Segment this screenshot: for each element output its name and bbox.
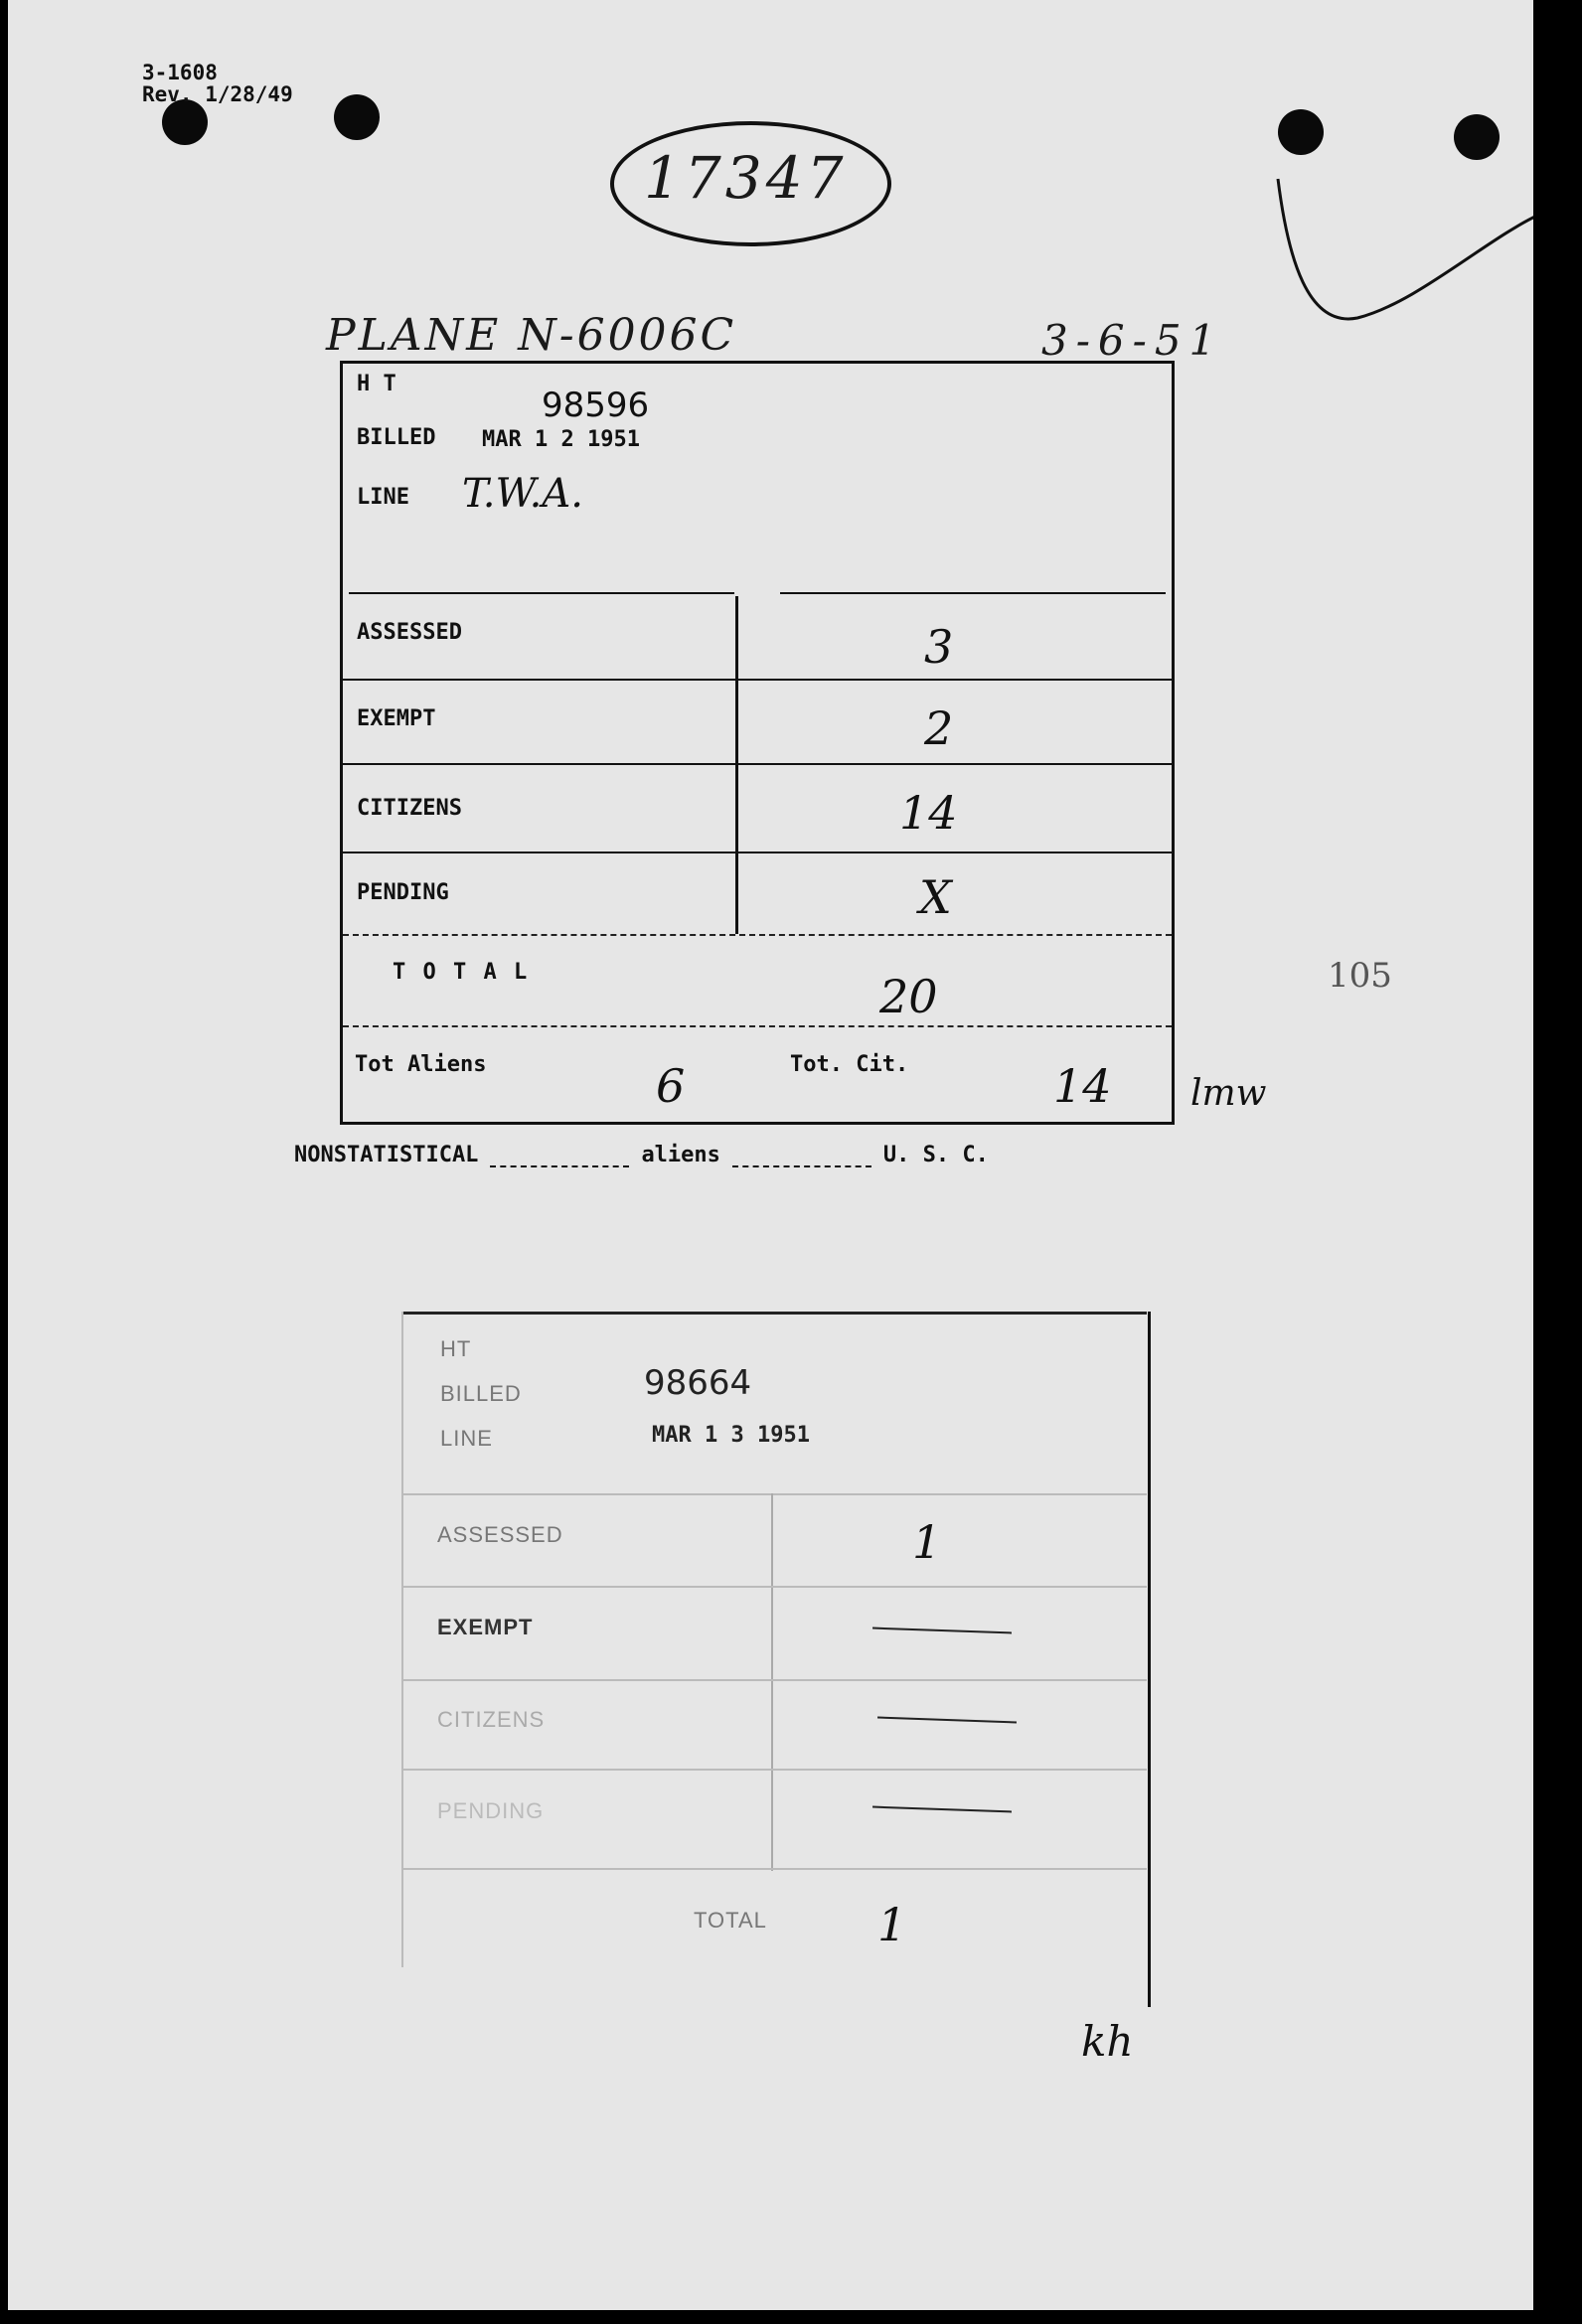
divider	[401, 1586, 1147, 1588]
assessed-label: ASSESSED	[357, 620, 462, 645]
billed-date: MAR 1 3 1951	[652, 1423, 810, 1448]
total-citizens-label: Tot. Cit.	[790, 1052, 909, 1077]
divider	[343, 852, 1172, 853]
line-label: LINE	[440, 1426, 493, 1451]
divider	[343, 763, 1172, 765]
nonstatistical-blank	[490, 1165, 629, 1167]
total-citizens-value: 14	[1053, 1059, 1112, 1113]
top-border	[401, 1312, 1147, 1315]
citizens-label: CITIZENS	[357, 796, 462, 821]
nonstatistical-line	[294, 1143, 989, 1167]
exempt-label: EXEMPT	[357, 706, 436, 731]
assessed-value: 1	[912, 1515, 942, 1569]
citizens-dash	[877, 1717, 1017, 1724]
total-value: 20	[879, 970, 938, 1023]
manifest-form-1	[340, 361, 1175, 1125]
divider	[343, 1025, 1172, 1027]
margin-number: 105	[1328, 956, 1392, 996]
file-number: 17347	[644, 144, 848, 212]
form-code-revision: Rev. 1/28/49	[142, 82, 293, 106]
citizens-value: 14	[899, 786, 958, 840]
divider	[343, 934, 1172, 936]
ht-label: HT	[440, 1336, 472, 1361]
plane-id: PLANE N-6006C	[326, 310, 737, 361]
divider	[343, 679, 1172, 681]
punch-hole-left-2	[334, 94, 380, 140]
column-divider	[771, 1493, 773, 1871]
initials-1: lmw	[1190, 1073, 1267, 1114]
form-code	[142, 62, 293, 105]
usc-blank	[732, 1165, 871, 1167]
column-divider	[735, 596, 738, 934]
divider	[401, 1769, 1147, 1771]
total-aliens-label: Tot Aliens	[355, 1052, 487, 1077]
flight-date: 3-6-51	[1041, 316, 1224, 365]
exempt-label: EXEMPT	[437, 1615, 534, 1639]
divider	[401, 1679, 1147, 1681]
citizens-label: CITIZENS	[437, 1707, 546, 1732]
divider	[780, 592, 1166, 594]
billed-date: MAR 1 2 1951	[482, 427, 640, 452]
line-value: T.W.A.	[462, 471, 583, 517]
total-aliens-value: 6	[656, 1059, 686, 1113]
exempt-value: 2	[924, 701, 954, 755]
check-mark-icon	[1268, 149, 1533, 368]
initials-2: kh	[1081, 2017, 1134, 2066]
divider	[401, 1868, 1147, 1870]
divider	[401, 1493, 1147, 1495]
divider	[349, 592, 734, 594]
total-value: 1	[877, 1898, 907, 1951]
pending-value: X	[919, 870, 952, 924]
form-code-number: 3-1608	[142, 61, 218, 84]
usc-label: U. S. C.	[882, 1143, 989, 1167]
ht-label: H T	[357, 372, 396, 396]
assessed-value: 3	[924, 620, 954, 674]
right-border	[1148, 1312, 1151, 2007]
total-label: TOTAL	[694, 1908, 767, 1933]
exempt-dash	[872, 1627, 1012, 1634]
ht-number: 98664	[644, 1363, 752, 1403]
billed-label: BILLED	[440, 1381, 522, 1406]
pending-label: PENDING	[357, 880, 449, 905]
ht-number: 98596	[542, 386, 650, 425]
billed-label: BILLED	[357, 425, 436, 450]
assessed-label: ASSESSED	[437, 1522, 563, 1547]
manifest-form-2	[396, 1312, 1151, 2007]
nonstatistical-label: NONSTATISTICAL	[294, 1143, 479, 1167]
line-label: LINE	[357, 485, 409, 510]
total-label: T O T A L	[393, 960, 530, 985]
pending-dash	[872, 1806, 1012, 1813]
document-page	[8, 0, 1533, 2310]
pending-label: PENDING	[437, 1798, 545, 1823]
aliens-label: aliens	[641, 1143, 720, 1167]
